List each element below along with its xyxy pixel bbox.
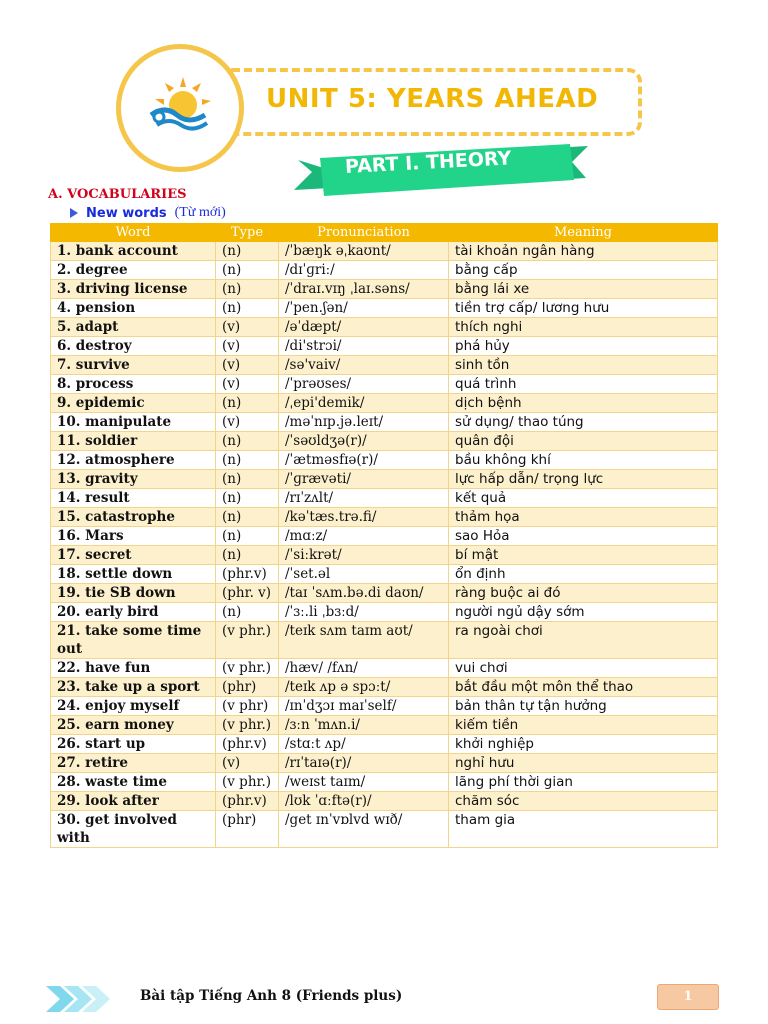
meaning-cell: phá hủy bbox=[449, 337, 718, 356]
type-cell: (v phr.) bbox=[216, 773, 279, 792]
word-cell: 29. look after bbox=[51, 792, 216, 811]
subsection-title: New words bbox=[86, 205, 167, 221]
table-row bbox=[51, 413, 718, 432]
pronunciation-cell: /ˈdraɪ.vɪŋ ˌlaɪ.səns/ bbox=[279, 280, 449, 299]
subsection-label bbox=[70, 205, 226, 221]
type-cell: (phr) bbox=[216, 811, 279, 848]
table-row bbox=[51, 375, 718, 394]
table-row bbox=[51, 527, 718, 546]
pronunciation-cell: /stɑːt ʌp/ bbox=[279, 735, 449, 754]
meaning-cell: bằng lái xe bbox=[449, 280, 718, 299]
type-cell: (v) bbox=[216, 413, 279, 432]
footer-arrows-icon bbox=[46, 984, 126, 1014]
pronunciation-cell: /ɪnˈdʒɔɪ maɪˈself/ bbox=[279, 697, 449, 716]
sun-wave-icon bbox=[147, 75, 213, 141]
table-row bbox=[51, 792, 718, 811]
table-row bbox=[51, 565, 718, 584]
type-cell: (n) bbox=[216, 280, 279, 299]
meaning-cell: khởi nghiệp bbox=[449, 735, 718, 754]
meaning-cell: dịch bệnh bbox=[449, 394, 718, 413]
vocabulary-table bbox=[50, 223, 718, 848]
type-cell: (n) bbox=[216, 489, 279, 508]
header-banner bbox=[0, 0, 768, 200]
type-cell: (v phr.) bbox=[216, 659, 279, 678]
word-cell: 6. destroy bbox=[51, 337, 216, 356]
word-cell: 4. pension bbox=[51, 299, 216, 318]
type-cell: (v) bbox=[216, 318, 279, 337]
type-cell: (n) bbox=[216, 603, 279, 622]
type-cell: (v) bbox=[216, 356, 279, 375]
bullet-icon bbox=[70, 208, 78, 218]
type-cell: (n) bbox=[216, 261, 279, 280]
word-cell: 9. epidemic bbox=[51, 394, 216, 413]
unit-title: UNIT 5: YEARS AHEAD bbox=[266, 84, 599, 114]
word-cell: 3. driving license bbox=[51, 280, 216, 299]
word-cell: 17. secret bbox=[51, 546, 216, 565]
meaning-cell: lực hấp dẫn/ trọng lực bbox=[449, 470, 718, 489]
table-header-row bbox=[51, 224, 718, 242]
type-cell: (phr.v) bbox=[216, 735, 279, 754]
meaning-cell: bắt đầu một môn thể thao bbox=[449, 678, 718, 697]
word-cell: 8. process bbox=[51, 375, 216, 394]
table-row bbox=[51, 508, 718, 527]
meaning-cell: thích nghi bbox=[449, 318, 718, 337]
pronunciation-cell: /ˈsəʊldʒə(r)/ bbox=[279, 432, 449, 451]
book-title: Bài tập Tiếng Anh 8 (Friends plus) bbox=[140, 988, 403, 1004]
type-cell: (n) bbox=[216, 508, 279, 527]
type-cell: (n) bbox=[216, 546, 279, 565]
meaning-cell: quá trình bbox=[449, 375, 718, 394]
pronunciation-cell: /ˈbæŋk əˌkaʊnt/ bbox=[279, 242, 449, 261]
header-pronunciation: Pronunciation bbox=[279, 224, 449, 242]
meaning-cell: ra ngoài chơi bbox=[449, 622, 718, 659]
meaning-cell: bí mật bbox=[449, 546, 718, 565]
pronunciation-cell: /əˈdæpt/ bbox=[279, 318, 449, 337]
pronunciation-cell: /get ɪnˈvɒlvd wɪð/ bbox=[279, 811, 449, 848]
header-word: Word bbox=[51, 224, 216, 242]
word-cell: 30. get involved with bbox=[51, 811, 216, 848]
type-cell: (v phr) bbox=[216, 697, 279, 716]
word-cell: 15. catastrophe bbox=[51, 508, 216, 527]
type-cell: (n) bbox=[216, 527, 279, 546]
word-cell: 5. adapt bbox=[51, 318, 216, 337]
meaning-cell: sao Hỏa bbox=[449, 527, 718, 546]
meaning-cell: ràng buộc ai đó bbox=[449, 584, 718, 603]
pronunciation-cell: /məˈnɪp.jə.leɪt/ bbox=[279, 413, 449, 432]
pronunciation-cell: /taɪ ˈsʌm.bə.di daʊn/ bbox=[279, 584, 449, 603]
table-row bbox=[51, 659, 718, 678]
pronunciation-cell: /ɜːn ˈmʌn.i/ bbox=[279, 716, 449, 735]
word-cell: 25. earn money bbox=[51, 716, 216, 735]
part-label: PART I. THEORY bbox=[344, 147, 512, 178]
word-cell: 22. have fun bbox=[51, 659, 216, 678]
word-cell: 21. take some time out bbox=[51, 622, 216, 659]
pronunciation-cell: /dɪˈɡriː/ bbox=[279, 261, 449, 280]
word-cell: 7. survive bbox=[51, 356, 216, 375]
meaning-cell: tài khoản ngân hàng bbox=[449, 242, 718, 261]
pronunciation-cell: /sə'vaiv/ bbox=[279, 356, 449, 375]
pronunciation-cell: /ˈɜː.li ˌbɜːd/ bbox=[279, 603, 449, 622]
type-cell: (n) bbox=[216, 299, 279, 318]
type-cell: (phr.v) bbox=[216, 565, 279, 584]
type-cell: (v phr.) bbox=[216, 716, 279, 735]
type-cell: (v) bbox=[216, 337, 279, 356]
pronunciation-cell: /mɑːz/ bbox=[279, 527, 449, 546]
table-row bbox=[51, 622, 718, 659]
table-row bbox=[51, 470, 718, 489]
table-row bbox=[51, 678, 718, 697]
table-row bbox=[51, 489, 718, 508]
page-number: 1 bbox=[657, 984, 719, 1010]
pronunciation-cell: /ˈpen.ʃən/ bbox=[279, 299, 449, 318]
pronunciation-cell: /ˈsiːkrət/ bbox=[279, 546, 449, 565]
meaning-cell: kết quả bbox=[449, 489, 718, 508]
pronunciation-cell: /ˈprəʊses/ bbox=[279, 375, 449, 394]
table-row bbox=[51, 735, 718, 754]
word-cell: 20. early bird bbox=[51, 603, 216, 622]
header-meaning: Meaning bbox=[449, 224, 718, 242]
table-row bbox=[51, 754, 718, 773]
word-cell: 16. Mars bbox=[51, 527, 216, 546]
pronunciation-cell: /ˌepi'demik/ bbox=[279, 394, 449, 413]
pronunciation-cell: /weɪst taɪm/ bbox=[279, 773, 449, 792]
meaning-cell: sinh tồn bbox=[449, 356, 718, 375]
meaning-cell: thảm họa bbox=[449, 508, 718, 527]
table-row bbox=[51, 584, 718, 603]
table-row bbox=[51, 242, 718, 261]
pronunciation-cell: /hæv/ /fʌn/ bbox=[279, 659, 449, 678]
table-row bbox=[51, 356, 718, 375]
word-cell: 14. result bbox=[51, 489, 216, 508]
table-row bbox=[51, 603, 718, 622]
meaning-cell: quân đội bbox=[449, 432, 718, 451]
word-cell: 24. enjoy myself bbox=[51, 697, 216, 716]
word-cell: 26. start up bbox=[51, 735, 216, 754]
pronunciation-cell: /di'strɔi/ bbox=[279, 337, 449, 356]
table-body bbox=[51, 242, 718, 848]
pronunciation-cell: /rɪˈzʌlt/ bbox=[279, 489, 449, 508]
word-cell: 10. manipulate bbox=[51, 413, 216, 432]
meaning-cell: nghỉ hưu bbox=[449, 754, 718, 773]
meaning-cell: bản thân tự tận hưởng bbox=[449, 697, 718, 716]
word-cell: 1. bank account bbox=[51, 242, 216, 261]
pronunciation-cell: /teɪk ʌp ə spɔːt/ bbox=[279, 678, 449, 697]
subsection-note: (Từ mới) bbox=[174, 205, 226, 220]
meaning-cell: tham gia bbox=[449, 811, 718, 848]
table-row bbox=[51, 299, 718, 318]
pronunciation-cell: /teɪk sʌm taɪm aʊt/ bbox=[279, 622, 449, 659]
table-row bbox=[51, 546, 718, 565]
table-row bbox=[51, 773, 718, 792]
meaning-cell: lãng phí thời gian bbox=[449, 773, 718, 792]
type-cell: (n) bbox=[216, 394, 279, 413]
meaning-cell: bằng cấp bbox=[449, 261, 718, 280]
type-cell: (v phr.) bbox=[216, 622, 279, 659]
type-cell: (n) bbox=[216, 432, 279, 451]
word-cell: 18. settle down bbox=[51, 565, 216, 584]
word-cell: 11. soldier bbox=[51, 432, 216, 451]
pronunciation-cell: /rɪˈtaɪə(r)/ bbox=[279, 754, 449, 773]
pronunciation-cell: /kəˈtæs.trə.fi/ bbox=[279, 508, 449, 527]
table-row bbox=[51, 261, 718, 280]
table-row bbox=[51, 811, 718, 848]
type-cell: (n) bbox=[216, 470, 279, 489]
type-cell: (phr.v) bbox=[216, 792, 279, 811]
meaning-cell: chăm sóc bbox=[449, 792, 718, 811]
word-cell: 23. take up a sport bbox=[51, 678, 216, 697]
table-row bbox=[51, 280, 718, 299]
word-cell: 2. degree bbox=[51, 261, 216, 280]
header-type: Type bbox=[216, 224, 279, 242]
meaning-cell: sử dụng/ thao túng bbox=[449, 413, 718, 432]
table-row bbox=[51, 394, 718, 413]
meaning-cell: người ngủ dậy sớm bbox=[449, 603, 718, 622]
word-cell: 28. waste time bbox=[51, 773, 216, 792]
table-row bbox=[51, 451, 718, 470]
word-cell: 19. tie SB down bbox=[51, 584, 216, 603]
section-heading: A. VOCABULARIES bbox=[48, 187, 187, 202]
meaning-cell: bầu không khí bbox=[449, 451, 718, 470]
pronunciation-cell: /ˈætməsfɪə(r)/ bbox=[279, 451, 449, 470]
pronunciation-cell: /ˈɡrævəti/ bbox=[279, 470, 449, 489]
meaning-cell: vui chơi bbox=[449, 659, 718, 678]
meaning-cell: kiếm tiền bbox=[449, 716, 718, 735]
table-row bbox=[51, 697, 718, 716]
word-cell: 27. retire bbox=[51, 754, 216, 773]
table-row bbox=[51, 716, 718, 735]
type-cell: (v) bbox=[216, 375, 279, 394]
type-cell: (n) bbox=[216, 451, 279, 470]
pronunciation-cell: /ˈset.əl bbox=[279, 565, 449, 584]
word-cell: 13. gravity bbox=[51, 470, 216, 489]
table-row bbox=[51, 318, 718, 337]
meaning-cell: tiền trợ cấp/ lương hưu bbox=[449, 299, 718, 318]
type-cell: (phr. v) bbox=[216, 584, 279, 603]
type-cell: (n) bbox=[216, 242, 279, 261]
word-cell: 12. atmosphere bbox=[51, 451, 216, 470]
meaning-cell: ổn định bbox=[449, 565, 718, 584]
table-row bbox=[51, 337, 718, 356]
table-row bbox=[51, 432, 718, 451]
type-cell: (v) bbox=[216, 754, 279, 773]
pronunciation-cell: /lʊk ˈɑːftə(r)/ bbox=[279, 792, 449, 811]
logo-circle bbox=[116, 44, 244, 172]
type-cell: (phr) bbox=[216, 678, 279, 697]
